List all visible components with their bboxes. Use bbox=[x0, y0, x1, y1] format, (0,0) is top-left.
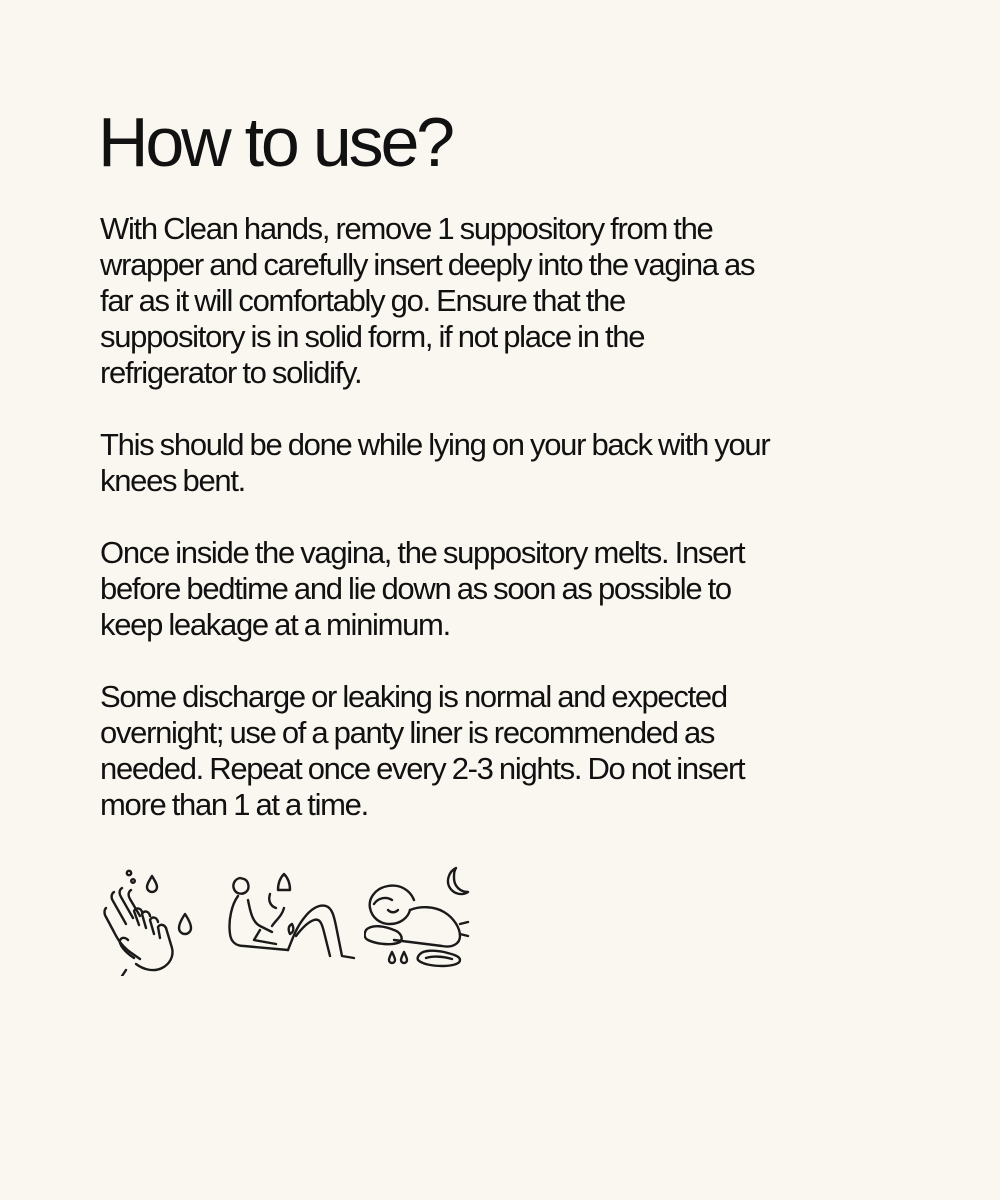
text-line: before bedtime and lie down as soon as possible to bbox=[100, 571, 731, 606]
text-line: With Clean hands, remove 1 suppository from the bbox=[100, 211, 713, 246]
instruction-paragraph bbox=[100, 427, 900, 499]
text-line: more than 1 at a time. bbox=[100, 787, 368, 822]
text-line: Some discharge or leaking is normal and expected bbox=[100, 679, 727, 714]
instruction-paragraph bbox=[100, 535, 900, 643]
hand-washing-icon bbox=[100, 864, 195, 976]
text-line: refrigerator to solidify. bbox=[100, 355, 362, 390]
text-line: wrapper and carefully insert deeply into the vagina as bbox=[100, 247, 755, 282]
text-line: suppository is in solid form, if not place in the bbox=[100, 319, 645, 354]
insertion-icon bbox=[218, 864, 358, 964]
text-line: needed. Repeat once every 2-3 nights. Do not insert bbox=[100, 751, 745, 786]
instruction-paragraph bbox=[100, 211, 900, 391]
page-title: How to use? bbox=[98, 103, 452, 181]
text-line: knees bent. bbox=[100, 463, 245, 498]
text-line: far as it will comfortably go. Ensure that the bbox=[100, 283, 625, 318]
text-line: This should be done while lying on your back with your bbox=[100, 427, 770, 462]
text-line: overnight; use of a panty liner is recommended as bbox=[100, 715, 715, 750]
text-line: keep leakage at a minimum. bbox=[100, 607, 450, 642]
sleeping-icon bbox=[364, 864, 474, 976]
instruction-paragraph bbox=[100, 679, 900, 823]
text-line: Once inside the vagina, the suppository melts. Insert bbox=[100, 535, 745, 570]
instructions bbox=[100, 211, 900, 859]
